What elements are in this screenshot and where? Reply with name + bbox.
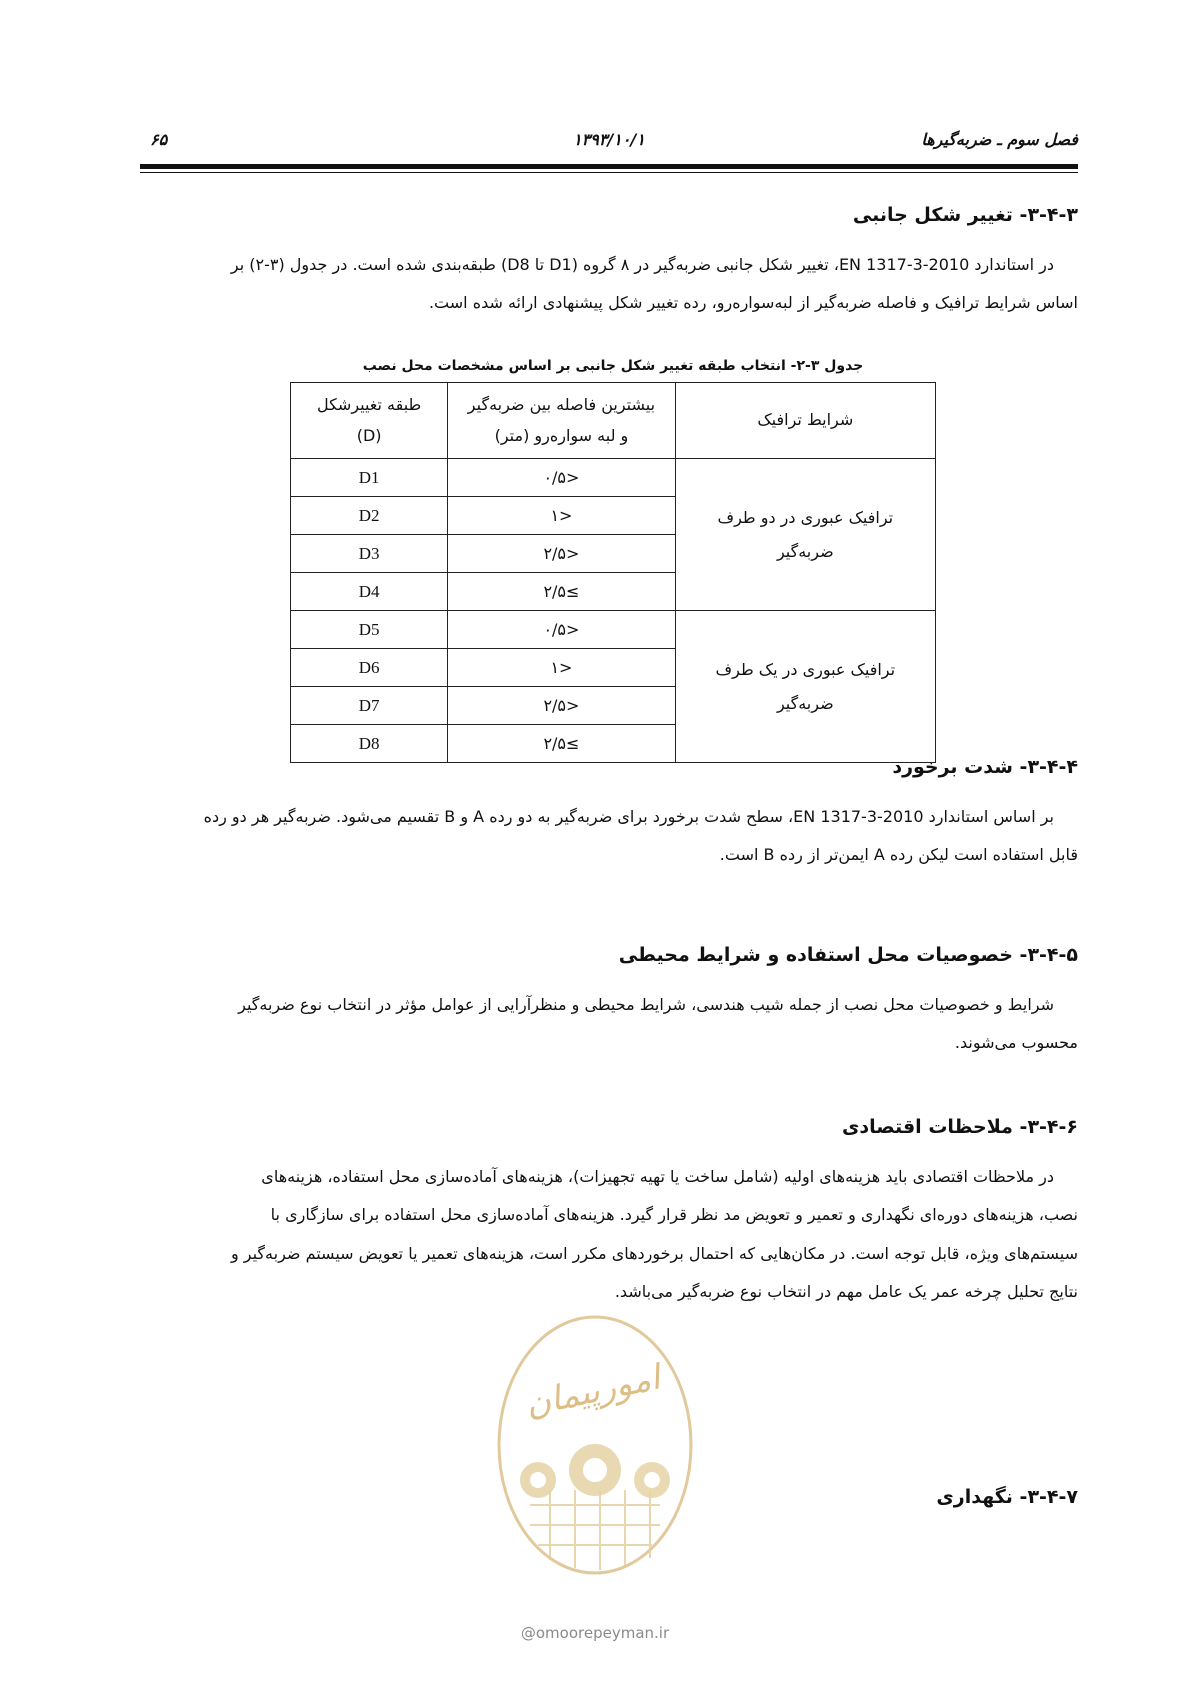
- header-traffic: شرایط ترافیک: [675, 383, 935, 459]
- paragraph-line: بر اساس استاندارد EN 1317-3-2010، سطح شدت برخورد برای ضربه‌گیر به دو رده A و B تقسیم می‌شود. ضربه‌گیر هر دو رده: [203, 807, 1054, 826]
- paragraph-line: در استاندارد EN 1317-3-2010، تغییر شکل جانبی ضربه‌گیر در ۸ گروه (D1 تا D8) طبقه‌بندی شده است. در جدول (۳-۲) بر: [230, 255, 1054, 274]
- watermark-logo-icon: [490, 1310, 700, 1580]
- distance-cell: ≥۲/۵: [448, 725, 675, 763]
- distance-cell: <۱: [448, 649, 675, 687]
- class-cell: D1: [291, 459, 448, 497]
- table-row: [291, 611, 936, 649]
- paragraph-line: محسوب می‌شوند.: [954, 1033, 1078, 1053]
- section-paragraph-lateral-deformation: [142, 246, 1078, 323]
- section-heading-economic-considerations: ۳-۴-۶- ملاحظات اقتصادی: [841, 1116, 1078, 1138]
- section-paragraph-economic-considerations: [142, 1158, 1078, 1312]
- section-paragraph-impact-severity: [142, 798, 1078, 875]
- table-row: [291, 459, 936, 497]
- chapter-title: فصل سوم ـ ضربه‌گیرها: [921, 130, 1078, 149]
- paragraph-line: نتایج تحلیل چرخه عمر یک عامل مهم در انتخاب نوع ضربه‌گیر می‌باشد.: [614, 1282, 1078, 1302]
- distance-cell: <۰/۵: [448, 611, 675, 649]
- paragraph-line: در ملاحظات اقتصادی باید هزینه‌های اولیه (شامل ساخت یا تهیه تجهیزات)، هزینه‌های آماده‌سازی محل استفاده، هزینه‌های: [261, 1167, 1054, 1186]
- page-number: ۶۵: [150, 130, 168, 149]
- class-cell: D5: [291, 611, 448, 649]
- distance-cell: <۲/۵: [448, 687, 675, 725]
- class-cell: D6: [291, 649, 448, 687]
- traffic-line: ترافیک عبوری در دو طرف: [717, 507, 894, 527]
- paragraph-line: نصب، هزینه‌های دوره‌ای نگهداری و تعمیر و تعویض مد نظر قرار گیرد. هزینه‌های آماده‌سازی محل استفاده برای سازگاری با: [270, 1205, 1078, 1225]
- section-heading-site-conditions: ۳-۴-۵- خصوصیات محل استفاده و شرایط محیطی: [618, 944, 1078, 966]
- header-distance: [448, 383, 675, 459]
- deformation-class-table: [290, 382, 936, 763]
- distance-cell: <۲/۵: [448, 535, 675, 573]
- distance-cell: <۱: [448, 497, 675, 535]
- header-distance-line: و لبه سواره‌رو (متر): [494, 425, 629, 445]
- section-heading-impact-severity: ۳-۴-۴- شدت برخورد: [892, 756, 1078, 778]
- header-rule-thin: [140, 172, 1078, 173]
- section-heading-lateral-deformation: ۳-۴-۳- تغییر شکل جانبی: [852, 204, 1078, 226]
- class-cell: D7: [291, 687, 448, 725]
- paragraph-line: قابل استفاده است لیکن رده A ایمن‌تر از رده B است.: [719, 845, 1078, 865]
- paragraph-line: سیستم‌های ویژه، قابل توجه است. در مکان‌هایی که احتمال برخوردهای مکرر است، هزینه‌های تعمیر یا تعویض سیستم ضربه‌گیر و: [230, 1243, 1078, 1263]
- traffic-line: ضربه‌گیر: [776, 693, 834, 713]
- header-class: [291, 383, 448, 459]
- table-caption: جدول ۳-۲- انتخاب طبقه تغییر شکل جانبی بر اساس مشخصات محل نصب: [362, 358, 864, 374]
- paragraph-line: شرایط و خصوصیات محل نصب از جمله شیب هندسی، شرایط محیطی و منظرآرایی از عوامل مؤثر در انتخاب نوع ضربه‌گیر: [238, 995, 1054, 1014]
- header-class-line: (D): [356, 425, 382, 445]
- header-rule-thick: [140, 164, 1078, 169]
- paragraph-line: اساس شرایط ترافیک و فاصله ضربه‌گیر از لبه‌سواره‌رو، رده تغییر شکل پیشنهادی ارائه شده است.: [428, 293, 1078, 313]
- traffic-condition-cell: [675, 611, 935, 763]
- distance-cell: ≥۲/۵: [448, 573, 675, 611]
- class-cell: D4: [291, 573, 448, 611]
- running-header: [140, 124, 1078, 154]
- class-cell: D2: [291, 497, 448, 535]
- section-paragraph-site-conditions: [142, 986, 1078, 1063]
- traffic-line: ضربه‌گیر: [776, 541, 834, 561]
- watermark-logo-text: امورپیمان: [521, 1357, 664, 1425]
- class-cell: D8: [291, 725, 448, 763]
- class-cell: D3: [291, 535, 448, 573]
- section-heading-maintenance: ۳-۴-۷- نگهداری: [936, 1486, 1078, 1508]
- table-header-row: [291, 383, 936, 459]
- traffic-condition-cell: [675, 459, 935, 611]
- header-date: ۱۳۹۳/۱۰/۱: [573, 130, 645, 149]
- header-class-line: طبقه تغییرشکل: [316, 395, 422, 415]
- watermark-url: @omoorepeyman.ir: [520, 1624, 670, 1642]
- header-distance-line: بیشترین فاصله بین ضربه‌گیر: [467, 395, 656, 415]
- distance-cell: <۰/۵: [448, 459, 675, 497]
- traffic-line: ترافیک عبوری در یک طرف: [715, 659, 896, 679]
